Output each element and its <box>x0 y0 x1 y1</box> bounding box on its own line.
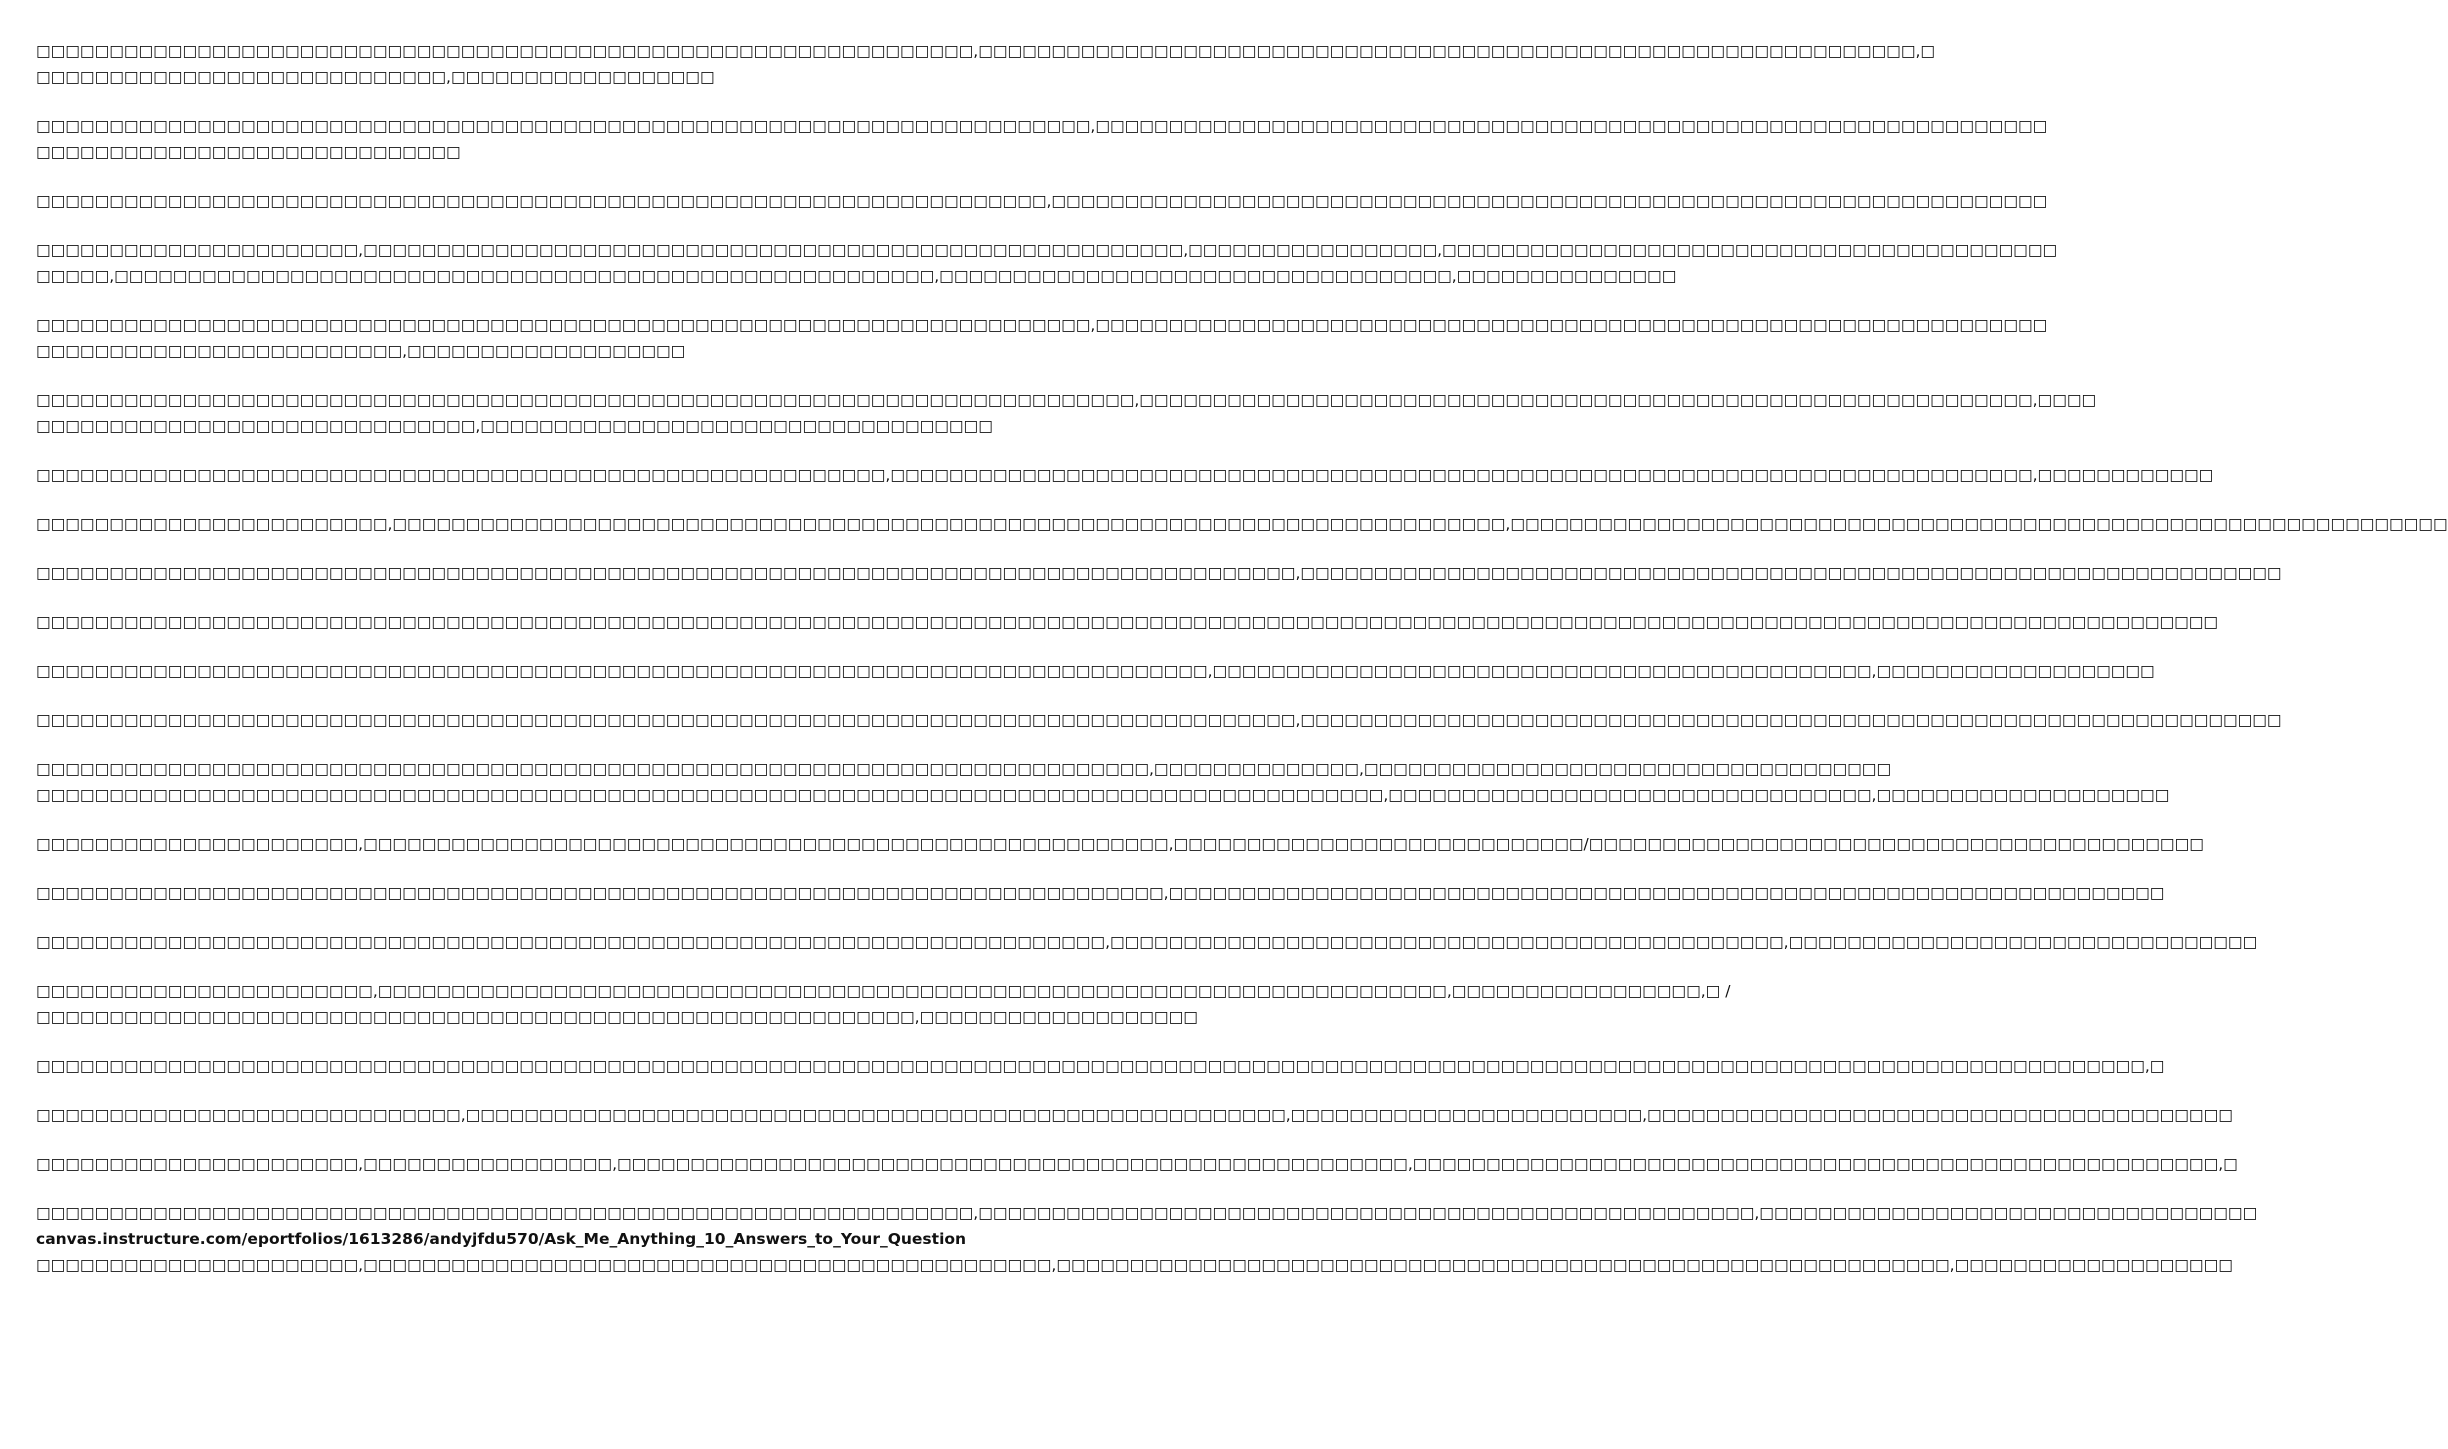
paragraph <box>36 312 2048 364</box>
text-line: □□□□□□□□□□□□□□□□□□□□□□□□□□□□□□□□□□□□□□□□□□□□□□□□□□□□□□□□□□□□□□□□□□□□□□□□□□□□□□□□□□□□□□□□□□□□□□□□□□□□□□□□□□□□□□□□□□□□□□□□□□□□□□□□□□□□□□□□□□□□□□□□,□ <box>36 1057 2165 1075</box>
text-line: □□□□□□□□□□□□□□□□□□□□□□□□□□□□□□□□□□□□□□□□□□□□□□□□□□□□□□□□□□□□□□□□□□□□□□□□□□□□□□□□□□□□□□,□□□□□□□□□□□□□□□□□□□□□□□□□□□□□□□□□□□□□□□□□□□□□□□□□□□□□□□□□□□□□□□□□□□ <box>36 711 2282 729</box>
paragraph <box>36 1151 2238 1177</box>
text-line: □□□□□□□□□□□□□□□□□□□□□□□□□□□□□□□□□□□□□□□□□□□□□□□□□□□□□□□□□□□□□□□□□□□□□□□□□,□□□□□□□□□□□□□□□□□□□□□□□□□□□□□□□□□□□□□□□□□□□□□□,□□□□□□□□□□□□□□□□□□□□□□□□□□□□□□□□ <box>36 933 2258 951</box>
text-line: □□□□□□□□□□□□□□□□□□□□□□□□□□□□□□□□□□□□□□□□□□□□□□□□□□□□□□□□□□□□□□□□□□□□□□□□□□□□□□□□□□□□□□,□□□□□□□□□□□□□□□□□□□□□□□□□□□□□□□□□□□□□□□□□□□□□□□□□□□□□□□□□□□□□□□□□□□ <box>36 564 2282 582</box>
paragraph <box>36 707 2282 733</box>
url-text: canvas.instructure.com/eportfolios/1613286/andyjfdu570/Ask_Me_Anything_10_Answers_to_Your_Question <box>36 1230 967 1248</box>
text-line: □□□□□□□□□□□□□□□□□□□□□□□□□□□□□□□□□□□□□□□□□□□□□□□□□□□□□□□□□□□□□□□□□□□□□□□□,□□□□□□□□□□□□□□□□□□□□□□□□□□□□□□□□□□□□□□□□□□□□□□□□□□□□□□□□□□□□□□□□□ <box>36 316 2048 334</box>
text-line: □□□□□□□□□□□□□□□□□□□□□□□□□□□□□,□□□□□□□□□□□□□□□□□□□□□□□□□□□□□□□□□□□□□□□□□□□□□□□□□□□□□□□□,□□□□□□□□□□□□□□□□□□□□□□□□,□□□□□□□□□□□□□□□□□□□□□□□□□□□□□□□□□□□□□□□□ <box>36 1106 2233 1124</box>
paragraph <box>36 237 2058 289</box>
text-line: □□□□□□□□□□□□□□□□□□□□□□□□□□□□□□□□□□□□□□□□□□□□□□□□□□□□□□□□□□□□□□□□□□□□□□□□□□□□□□□□□□□□□□□□□□□□□□□□□□□□□□□□□□□□□□□□□□□□□□□□□□□□□□□□□□□□□□□□□□□□□□□□□□□□□ <box>36 613 2219 631</box>
paragraph <box>36 1053 2165 1079</box>
document-body <box>36 38 2448 1301</box>
text-line: □□□□□□□□□□□□□□□□□□□□□□□,□□□□□□□□□□□□□□□□□□□□□□□□□□□□□□□□□□□□□□□□□□□□□□□□□□□□□□□□□□□□□□□□□□□□□□□□□,□□□□□□□□□□□□□□□□□,□ / <box>36 982 1731 1000</box>
text-line: □□□□□□□□□□□□□□□□□□□□□□□□□□□□□□□□□□□□□□□□□□□□□□□□□□□□□□□□□□□□□□□□,□□□□□□□□□□□□□□□□□□□□□□□□□□□□□□□□□□□□□□□□□□□□□□□□□□□□□,□□□□□□□□□□□□□□□□□□□□□□□□□□□□□□□□□□ <box>36 1204 2258 1222</box>
paragraph <box>36 929 2258 955</box>
paragraph <box>36 1102 2233 1128</box>
paragraph <box>36 560 2282 586</box>
text-line: □□□□□□□□□□□□□□□□□□□□□□,□□□□□□□□□□□□□□□□□,□□□□□□□□□□□□□□□□□□□□□□□□□□□□□□□□□□□□□□□□□□□□□□□□□□□□□□,□□□□□□□□□□□□□□□□□□□□□□□□□□□□□□□□□□□□□□□□□□□□□□□□□□□□□□□,□ <box>36 1155 2238 1173</box>
paragraph <box>36 1200 2258 1278</box>
paragraph <box>36 658 2155 684</box>
text-line: □□□□□□□□□□□□□□□□□□□□□□,□□□□□□□□□□□□□□□□□□□□□□□□□□□□□□□□□□□□□□□□□□□□□□□□□□□□□□□,□□□□□□□□□□□□□□□□□□□□□□□□□□□□/□□□□□□□□□□□□□□□□□□□□□□□□□□□□□□□□□□□□□□□□□□ <box>36 835 2204 853</box>
paragraph <box>36 462 2214 488</box>
text-line: □□□□□□□□□□□□□□□□□□□□□□,□□□□□□□□□□□□□□□□□□□□□□□□□□□□□□□□□□□□□□□□□□□□□□□,□□□□□□□□□□□□□□□□□□□□□□□□□□□□□□□□□□□□□□□□□□□□□□□□□□□□□□□□□□□□□,□□□□□□□□□□□□□□□□□□□ <box>36 1256 2233 1274</box>
paragraph <box>36 511 2448 537</box>
text-line: □□□□□□□□□□□□□□□□□□□□□□□□□□□□□□□□□□□□□□□□□□□□□□□□□□□□□□□□□□□□,□□□□□□□□□□□□□□□□□□□ <box>36 1008 1198 1026</box>
text-line: □□□□□□□□□□□□□□□□□□□□□□□□□□□□□□,□□□□□□□□□□□□□□□□□□□□□□□□□□□□□□□□□□□ <box>36 417 993 435</box>
text-line: □□□□□□□□□□□□□□□□□□□□□□□□□□□□□□□□□□□□□□□□□□□□□□□□□□□□□□□□□□□□□□□□□□□□□□□□□□□□,□□□□□□□□□□□□□□,□□□□□□□□□□□□□□□□□□□□□□□□□□□□□□□□□□□□ <box>36 760 1892 778</box>
text-line: □□□□□□□□□□□□□□□□□□□□□□□□□□□□□ <box>36 143 461 161</box>
text-line: □□□□□□□□□□□□□□□□□□□□□□□□□□□□□□□□□□□□□□□□□□□□□□□□□□□□□□□□□□,□□□□□□□□□□□□□□□□□□□□□□□□□□□□□□□□□□□□□□□□□□□□□□□□□□□□□□□□□□□□□□□□□□□□□□□□□□□□□□,□□□□□□□□□□□□ <box>36 466 2214 484</box>
paragraph <box>36 978 1731 1030</box>
paragraph <box>36 113 2048 165</box>
text-line: □□□□□,□□□□□□□□□□□□□□□□□□□□□□□□□□□□□□□□□□□□□□□□□□□□□□□□□□□□□□□□,□□□□□□□□□□□□□□□□□□□□□□□□□□□□□□□□□□□,□□□□□□□□□□□□□□□ <box>36 267 1677 285</box>
text-line: □□□□□□□□□□□□□□□□□□□□□□□□□□□□□□□□□□□□□□□□□□□□□□□□□□□□□□□□□□□□□□□□□□□□□□□□□□□,□□□□□□□□□□□□□□□□□□□□□□□□□□□□□□□□□□□□□□□□□□□□□□□□□□□□□□□□□□□□□,□□□□ <box>36 391 2097 409</box>
text-line: □□□□□□□□□□□□□□□□□□□□□□□□□□□□□□□□□□□□□□□□□□□□□□□□□□□□□□□□□□□□□□□□□□□□□□□□,□□□□□□□□□□□□□□□□□□□□□□□□□□□□□□□□□□□□□□□□□□□□□□□□□□□□□□□□□□□□□□□□□ <box>36 117 2048 135</box>
paragraph <box>36 387 2097 439</box>
text-line: □□□□□□□□□□□□□□□□□□□□□□□□,□□□□□□□□□□□□□□□□□□□□□□□□□□□□□□□□□□□□□□□□□□□□□□□□□□□□□□□□□□□□□□□□□□□□□□□□□□□□,□□□□□□□□□□□□□□□□□□□□□□□□□□□□□□□□□□□□□□□□□□□□□□□□□□□□□□□□□□□□□□□□ <box>36 515 2448 533</box>
text-line: □□□□□□□□□□□□□□□□□□□□□□□□□□□□□□□□□□□□□□□□□□□□□□□□□□□□□□□□□□□□□□□□,□□□□□□□□□□□□□□□□□□□□□□□□□□□□□□□□□□□□□□□□□□□□□□□□□□□□□□□□□□□□□□□□,□ <box>36 42 1936 60</box>
paragraph <box>36 880 2165 906</box>
paragraph <box>36 831 2204 857</box>
paragraph <box>36 38 1936 90</box>
text-line: □□□□□□□□□□□□□□□□□□□□□□□□□□□□□□□□□□□□□□□□□□□□□□□□□□□□□□□□□□□□□□□□□□□□□□□□□□□□□,□□□□□□□□□□□□□□□□□□□□□□□□□□□□□□□□□□□□□□□□□□□□□□□□□□□□□□□□□□□□□□□□□□□□ <box>36 884 2165 902</box>
paragraph <box>36 188 2048 214</box>
paragraph <box>36 756 2170 808</box>
text-line: □□□□□□□□□□□□□□□□□□□□□□□□□□□□,□□□□□□□□□□□□□□□□□□ <box>36 68 715 86</box>
paragraph <box>36 609 2219 635</box>
text-line: □□□□□□□□□□□□□□□□□□□□□□□□□,□□□□□□□□□□□□□□□□□□□ <box>36 342 686 360</box>
text-line: □□□□□□□□□□□□□□□□□□□□□□,□□□□□□□□□□□□□□□□□□□□□□□□□□□□□□□□□□□□□□□□□□□□□□□□□□□□□□□□,□□□□□□□□□□□□□□□□□,□□□□□□□□□□□□□□□□□□□□□□□□□□□□□□□□□□□□□□□□□□ <box>36 241 2058 259</box>
text-line: □□□□□□□□□□□□□□□□□□□□□□□□□□□□□□□□□□□□□□□□□□□□□□□□□□□□□□□□□□□□□□□□□□□□□,□□□□□□□□□□□□□□□□□□□□□□□□□□□□□□□□□□□□□□□□□□□□□□□□□□□□□□□□□□□□□□□□□□□□ <box>36 192 2048 210</box>
text-line: □□□□□□□□□□□□□□□□□□□□□□□□□□□□□□□□□□□□□□□□□□□□□□□□□□□□□□□□□□□□□□□□□□□□□□□□□□□□□□□□,□□□□□□□□□□□□□□□□□□□□□□□□□□□□□□□□□□□□□□□□□□□□□,□□□□□□□□□□□□□□□□□□□ <box>36 662 2155 680</box>
text-line: □□□□□□□□□□□□□□□□□□□□□□□□□□□□□□□□□□□□□□□□□□□□□□□□□□□□□□□□□□□□□□□□□□□□□□□□□□□□□□□□□□□□□□□□□□□□,□□□□□□□□□□□□□□□□□□□□□□□□□□□□□□□□□,□□□□□□□□□□□□□□□□□□□□ <box>36 786 2170 804</box>
